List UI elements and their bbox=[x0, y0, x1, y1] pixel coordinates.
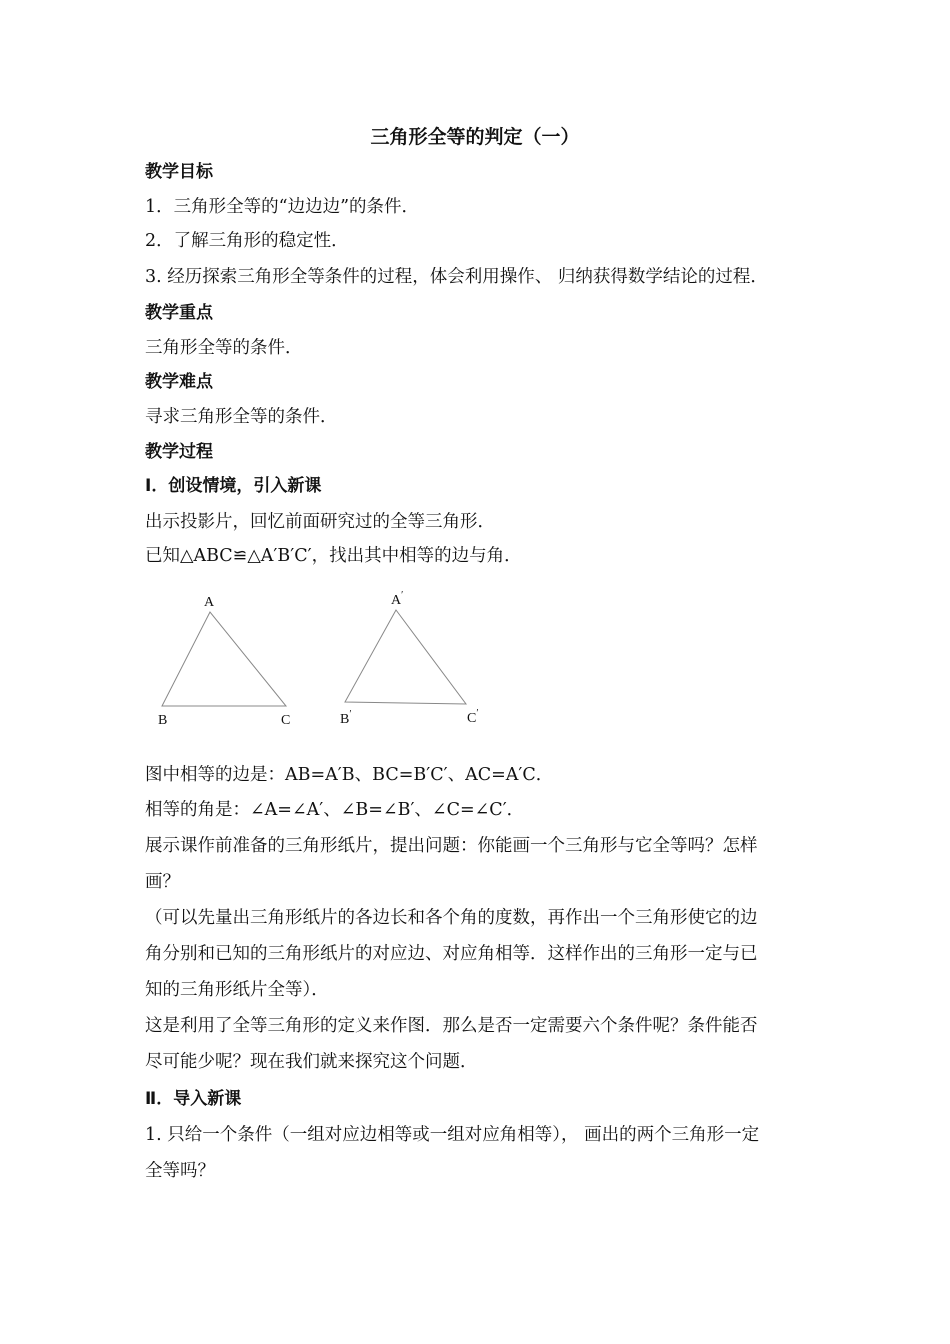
paragraph-3: 图中相等的边是：AB=A′B、BC=B′C′、AC=A′C． bbox=[145, 765, 554, 785]
key-heading: 教学重点 bbox=[145, 303, 213, 323]
label-a: A bbox=[204, 595, 215, 610]
triangle-abc-prime bbox=[345, 610, 466, 704]
difficult-heading: 教学难点 bbox=[145, 372, 213, 392]
process-heading: 教学过程 bbox=[145, 442, 213, 462]
triangle-abc bbox=[162, 612, 286, 706]
label-c: C bbox=[281, 713, 291, 728]
paragraph-6a: （可以先量出三角形纸片的各边长和各个角的度数，再作出一个三角形使它的边 bbox=[145, 908, 758, 928]
paragraph-4: 相等的角是：∠A=∠A′、∠B=∠B′、∠C=∠C′． bbox=[145, 800, 525, 820]
part1-heading: Ⅰ．创设情境，引入新课 bbox=[145, 476, 322, 496]
paragraph-5a: 展示课作前准备的三角形纸片，提出问题：你能画一个三角形与它全等吗？怎样 bbox=[145, 836, 758, 856]
page-title: 三角形全等的判定（一） bbox=[370, 126, 580, 148]
key-text: 三角形全等的条件． bbox=[145, 338, 303, 358]
paragraph-7b: 尽可能少呢？现在我们就来探究这个问题． bbox=[145, 1052, 478, 1072]
difficult-text: 寻求三角形全等的条件． bbox=[145, 407, 338, 427]
paragraph-7a: 这是利用了全等三角形的定义来作图．那么是否一定需要六个条件呢？条件能否 bbox=[145, 1016, 758, 1036]
paragraph-8a: 1. 只给一个条件（一组对应边相等或一组对应角相等）， 画出的两个三角形一定 bbox=[145, 1125, 760, 1145]
label-c-prime: C′ bbox=[467, 708, 479, 726]
part2-heading: Ⅱ．导入新课 bbox=[145, 1089, 242, 1109]
label-a-prime: A′ bbox=[391, 590, 404, 608]
triangle-figure bbox=[150, 588, 490, 738]
goal-2: 2．了解三角形的稳定性． bbox=[145, 231, 349, 251]
goals-heading: 教学目标 bbox=[145, 162, 213, 182]
paragraph-5b: 画？ bbox=[145, 872, 180, 892]
goal-3: 3. 经历探索三角形全等条件的过程，体会利用操作、 归纳获得数学结论的过程． bbox=[145, 267, 768, 287]
label-b-prime: B′ bbox=[340, 709, 352, 727]
label-b: B bbox=[158, 713, 168, 728]
paragraph-8b: 全等吗？ bbox=[145, 1161, 215, 1181]
goal-1: 1．三角形全等的“边边边”的条件． bbox=[145, 197, 420, 217]
paragraph-1: 出示投影片，回忆前面研究过的全等三角形． bbox=[145, 512, 495, 532]
paragraph-6c: 知的三角形纸片全等）． bbox=[145, 980, 329, 1000]
paragraph-2: 已知△ABC≌△A′B′C′，找出其中相等的边与角． bbox=[145, 546, 522, 566]
paragraph-6b: 角分别和已知的三角形纸片的对应边、对应角相等．这样作出的三角形一定与已 bbox=[145, 944, 758, 964]
triangle-svg bbox=[150, 588, 490, 738]
